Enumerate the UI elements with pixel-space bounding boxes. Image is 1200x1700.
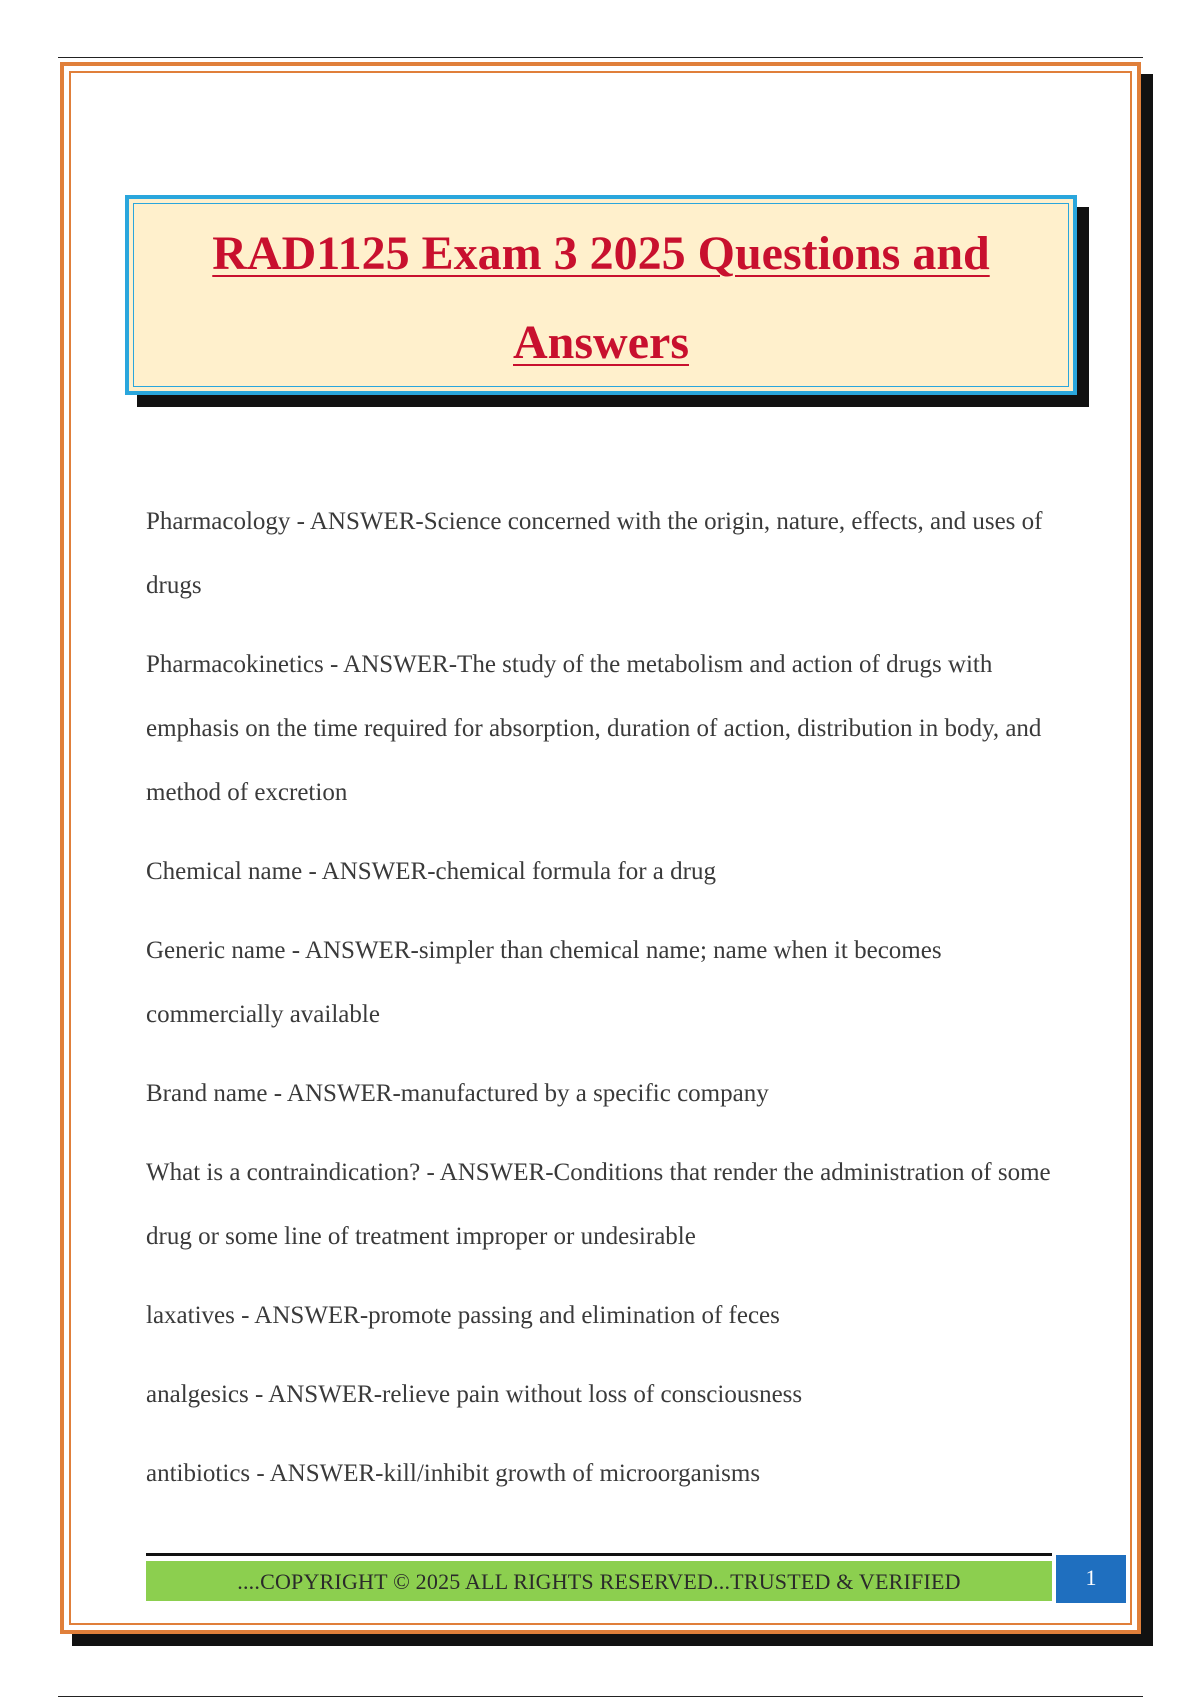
qa-item: What is a contraindication? - ANSWER-Conditions that render the administration of some drug or some line of treatment improper or undesirable (146, 1159, 1051, 1250)
qa-item: Pharmacology - ANSWER-Science concerned with the origin, nature, effects, and uses of drugs (146, 508, 1043, 599)
qa-item: laxatives - ANSWER-promote passing and elimination of feces (146, 1302, 780, 1329)
qa-item: Chemical name - ANSWER-chemical formula for a drug (146, 858, 716, 885)
qa-list (146, 490, 1056, 1521)
qa-item: analgesics - ANSWER-relieve pain without loss of consciousness (146, 1381, 803, 1408)
page-number: 1 (1056, 1555, 1126, 1603)
qa-item: antibiotics - ANSWER-kill/inhibit growth of microorganisms (146, 1460, 761, 1487)
qa-item: Pharmacokinetics - ANSWER-The study of the metabolism and action of drugs with emphasis on the time required for absorption, duration of action, distribution in body, and method of excretion (146, 651, 1042, 806)
top-rule (58, 57, 1143, 58)
bottom-rule (58, 1696, 1143, 1697)
document-title: RAD1125 Exam 3 2025 Questions and Answers (212, 227, 990, 369)
qa-item: Brand name - ANSWER-manufactured by a specific company (146, 1080, 769, 1107)
footer-copyright: ....COPYRIGHT © 2025 ALL RIGHTS RESERVED...TRUSTED & VERIFIED (146, 1561, 1052, 1601)
footer-divider (146, 1553, 1052, 1556)
qa-item: Generic name - ANSWER-simpler than chemical name; name when it becomes commercially available (146, 937, 942, 1028)
title-box (125, 195, 1077, 395)
